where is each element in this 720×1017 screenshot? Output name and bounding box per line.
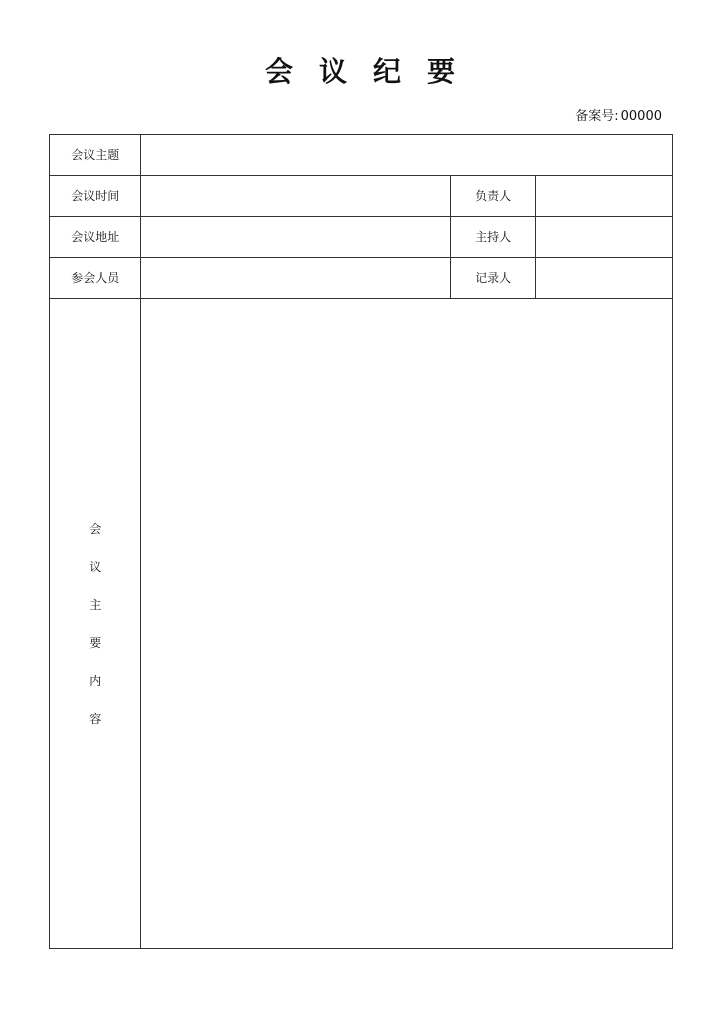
content-label-char: 会 bbox=[89, 521, 102, 536]
title-char: 议 bbox=[318, 55, 347, 88]
topic-field[interactable] bbox=[141, 135, 673, 176]
time-field[interactable] bbox=[141, 176, 450, 217]
content-field[interactable] bbox=[141, 299, 673, 949]
host-label: 主持人 bbox=[450, 217, 535, 258]
page-title bbox=[0, 52, 720, 92]
attendees-field[interactable] bbox=[141, 258, 450, 299]
responsible-label: 负责人 bbox=[450, 176, 535, 217]
record-number bbox=[575, 108, 662, 126]
recorder-label: 记录人 bbox=[450, 258, 535, 299]
time-label: 会议时间 bbox=[50, 176, 141, 217]
form-row-content bbox=[50, 299, 673, 949]
title-char: 纪 bbox=[373, 55, 402, 88]
location-label: 会议地址 bbox=[50, 217, 141, 258]
record-number-separator: : bbox=[614, 109, 619, 124]
record-number-value: 00000 bbox=[620, 109, 662, 124]
content-label-vertical bbox=[50, 299, 140, 948]
content-label-char: 容 bbox=[89, 711, 102, 726]
content-label bbox=[50, 299, 141, 949]
location-field[interactable] bbox=[141, 217, 450, 258]
content-label-char: 内 bbox=[89, 673, 102, 688]
host-field[interactable] bbox=[536, 217, 673, 258]
record-number-label: 备案号 bbox=[575, 109, 615, 124]
form-row-topic bbox=[50, 135, 673, 176]
form-row-location bbox=[50, 217, 673, 258]
responsible-field[interactable] bbox=[536, 176, 673, 217]
content-label-char: 议 bbox=[89, 559, 102, 574]
form-row-time bbox=[50, 176, 673, 217]
content-label-char: 要 bbox=[89, 635, 102, 650]
meeting-minutes-form bbox=[49, 134, 673, 949]
form-row-attendees bbox=[50, 258, 673, 299]
attendees-label: 参会人员 bbox=[50, 258, 141, 299]
recorder-field[interactable] bbox=[536, 258, 673, 299]
title-char: 会 bbox=[264, 55, 293, 88]
content-label-char: 主 bbox=[89, 597, 102, 612]
title-char: 要 bbox=[427, 55, 456, 88]
topic-label: 会议主题 bbox=[50, 135, 141, 176]
